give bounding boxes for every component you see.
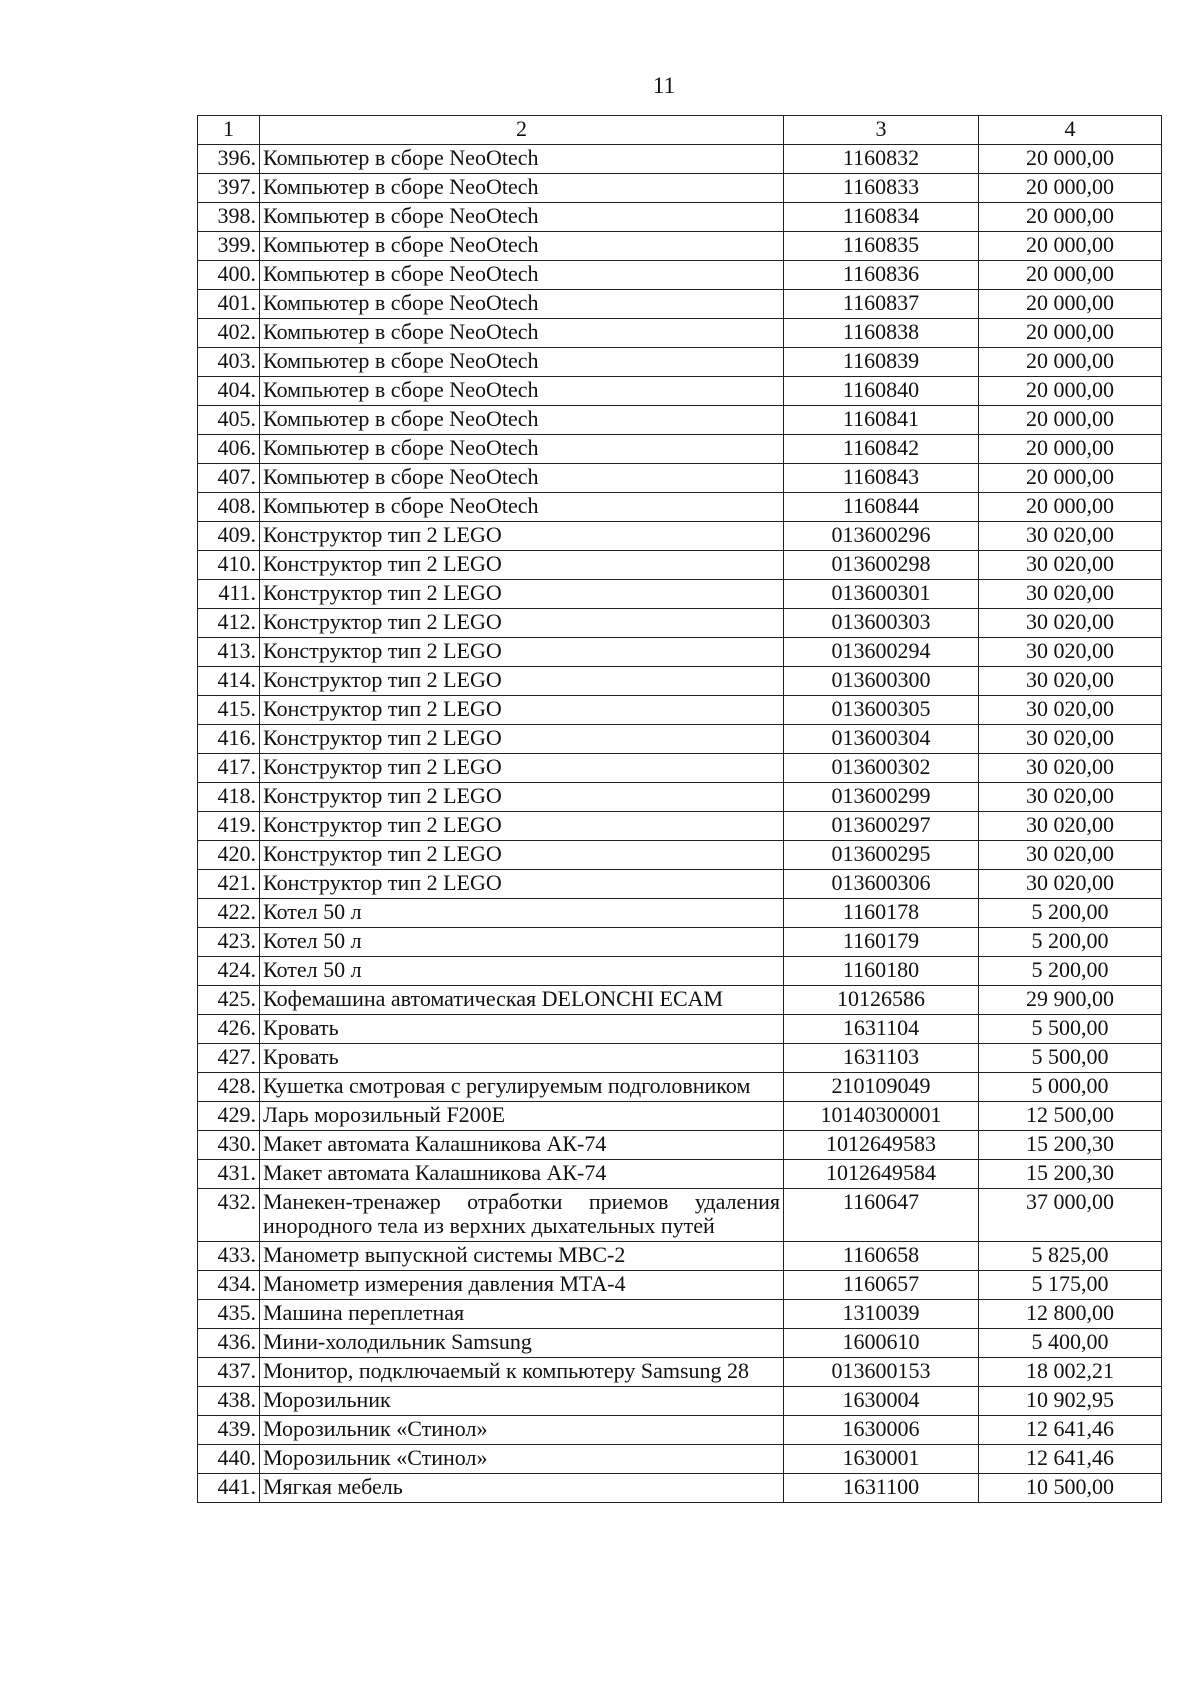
price-cell: 30 020,00 (979, 667, 1162, 696)
table-row (198, 812, 1162, 841)
table-row (198, 435, 1162, 464)
table-row (198, 870, 1162, 899)
price-cell: 12 641,46 (979, 1445, 1162, 1474)
table-row (198, 1416, 1162, 1445)
price-cell: 30 020,00 (979, 725, 1162, 754)
inventory-code-cell: 1012649583 (784, 1131, 979, 1160)
table-row (198, 1242, 1162, 1271)
price-cell: 5 175,00 (979, 1271, 1162, 1300)
inventory-code-cell: 013600298 (784, 551, 979, 580)
inventory-code-cell: 1160657 (784, 1271, 979, 1300)
inventory-code-cell: 1160647 (784, 1189, 979, 1242)
inventory-code-cell: 013600295 (784, 841, 979, 870)
row-number-cell: 398. (198, 203, 260, 232)
inventory-code-cell: 1160837 (784, 290, 979, 319)
inventory-code-cell: 210109049 (784, 1073, 979, 1102)
item-name-cell: Макет автомата Калашникова АК-74 (260, 1160, 784, 1189)
table-row (198, 145, 1162, 174)
item-name-cell: Конструктор тип 2 LEGO (260, 812, 784, 841)
table-row (198, 232, 1162, 261)
price-cell: 5 500,00 (979, 1015, 1162, 1044)
item-name-cell: Морозильник «Стинол» (260, 1416, 784, 1445)
price-cell: 20 000,00 (979, 145, 1162, 174)
price-cell: 20 000,00 (979, 406, 1162, 435)
table-row (198, 348, 1162, 377)
row-number-cell: 425. (198, 986, 260, 1015)
table-row (198, 1387, 1162, 1416)
item-name-cell: Кровать (260, 1044, 784, 1073)
table-row (198, 1358, 1162, 1387)
table-row (198, 1073, 1162, 1102)
inventory-code-cell: 013600302 (784, 754, 979, 783)
row-number-cell: 436. (198, 1329, 260, 1358)
inventory-code-cell: 1160832 (784, 145, 979, 174)
table-header (198, 116, 1162, 145)
item-name-cell: Компьютер в сборе NeoOtech (260, 406, 784, 435)
row-number-cell: 410. (198, 551, 260, 580)
inventory-code-cell: 1160841 (784, 406, 979, 435)
table-row (198, 1445, 1162, 1474)
item-name-cell: Компьютер в сборе NeoOtech (260, 145, 784, 174)
price-cell: 5 825,00 (979, 1242, 1162, 1271)
row-number-cell: 434. (198, 1271, 260, 1300)
item-name-cell: Конструктор тип 2 LEGO (260, 783, 784, 812)
item-name-cell: Конструктор тип 2 LEGO (260, 667, 784, 696)
item-name-cell: Монитор, подключаемый к компьютеру Samsung 28 (260, 1358, 784, 1387)
table-row (198, 638, 1162, 667)
table-row (198, 1189, 1162, 1242)
row-number-cell: 418. (198, 783, 260, 812)
row-number-cell: 437. (198, 1358, 260, 1387)
inventory-code-cell: 1310039 (784, 1300, 979, 1329)
inventory-code-cell: 1160839 (784, 348, 979, 377)
row-number-cell: 407. (198, 464, 260, 493)
table-row (198, 841, 1162, 870)
row-number-cell: 428. (198, 1073, 260, 1102)
price-cell: 15 200,30 (979, 1160, 1162, 1189)
row-number-cell: 413. (198, 638, 260, 667)
table-row (198, 986, 1162, 1015)
price-cell: 30 020,00 (979, 522, 1162, 551)
item-name-cell: Котел 50 л (260, 928, 784, 957)
row-number-cell: 421. (198, 870, 260, 899)
inventory-code-cell: 013600300 (784, 667, 979, 696)
inventory-code-cell: 013600304 (784, 725, 979, 754)
row-number-cell: 401. (198, 290, 260, 319)
inventory-code-cell: 1160844 (784, 493, 979, 522)
inventory-code-cell: 1631100 (784, 1474, 979, 1503)
row-number-cell: 427. (198, 1044, 260, 1073)
table-row (198, 319, 1162, 348)
table-row (198, 522, 1162, 551)
item-name-cell: Кушетка смотровая с регулируемым подголовником (260, 1073, 784, 1102)
price-cell: 29 900,00 (979, 986, 1162, 1015)
inventory-code-cell: 1160836 (784, 261, 979, 290)
item-name-cell: Компьютер в сборе NeoOtech (260, 348, 784, 377)
row-number-cell: 422. (198, 899, 260, 928)
item-name-cell: Мини-холодильник Samsung (260, 1329, 784, 1358)
row-number-cell: 432. (198, 1189, 260, 1242)
inventory-code-cell: 1160179 (784, 928, 979, 957)
inventory-code-cell: 10140300001 (784, 1102, 979, 1131)
price-cell: 30 020,00 (979, 551, 1162, 580)
item-name-cell: Морозильник (260, 1387, 784, 1416)
price-cell: 30 020,00 (979, 870, 1162, 899)
price-cell: 30 020,00 (979, 754, 1162, 783)
item-name-cell: Манометр измерения давления МТА-4 (260, 1271, 784, 1300)
price-cell: 5 200,00 (979, 957, 1162, 986)
column-header-code: 3 (784, 116, 979, 145)
row-number-cell: 405. (198, 406, 260, 435)
price-cell: 20 000,00 (979, 261, 1162, 290)
row-number-cell: 439. (198, 1416, 260, 1445)
price-cell: 20 000,00 (979, 319, 1162, 348)
inventory-code-cell: 1630004 (784, 1387, 979, 1416)
item-name-cell: Конструктор тип 2 LEGO (260, 638, 784, 667)
table-row (198, 174, 1162, 203)
item-name-cell: Котел 50 л (260, 957, 784, 986)
price-cell: 10 902,95 (979, 1387, 1162, 1416)
row-number-cell: 409. (198, 522, 260, 551)
inventory-code-cell: 013600296 (784, 522, 979, 551)
row-number-cell: 424. (198, 957, 260, 986)
item-name-cell: Макет автомата Калашникова АК-74 (260, 1131, 784, 1160)
item-name-cell: Конструктор тип 2 LEGO (260, 609, 784, 638)
price-cell: 20 000,00 (979, 348, 1162, 377)
price-cell: 12 500,00 (979, 1102, 1162, 1131)
price-cell: 20 000,00 (979, 493, 1162, 522)
inventory-code-cell: 1600610 (784, 1329, 979, 1358)
column-header-number: 1 (198, 116, 260, 145)
inventory-code-cell: 1160840 (784, 377, 979, 406)
inventory-code-cell: 1160658 (784, 1242, 979, 1271)
page-number: 11 (652, 73, 676, 98)
price-cell: 12 641,46 (979, 1416, 1162, 1445)
item-name-cell: Конструктор тип 2 LEGO (260, 522, 784, 551)
price-cell: 20 000,00 (979, 232, 1162, 261)
item-name-cell: Кофемашина автоматическая DELONCHI ECAM (260, 986, 784, 1015)
item-name-cell: Компьютер в сборе NeoOtech (260, 290, 784, 319)
table-row (198, 667, 1162, 696)
item-name-cell: Компьютер в сборе NeoOtech (260, 464, 784, 493)
item-name-cell: Компьютер в сборе NeoOtech (260, 435, 784, 464)
inventory-code-cell: 013600305 (784, 696, 979, 725)
inventory-code-cell: 1160180 (784, 957, 979, 986)
row-number-cell: 431. (198, 1160, 260, 1189)
item-name-cell: Компьютер в сборе NeoOtech (260, 203, 784, 232)
price-cell: 5 500,00 (979, 1044, 1162, 1073)
table-row (198, 261, 1162, 290)
table-row (198, 377, 1162, 406)
table-row (198, 696, 1162, 725)
price-cell: 20 000,00 (979, 464, 1162, 493)
inventory-code-cell: 1160838 (784, 319, 979, 348)
price-cell: 30 020,00 (979, 696, 1162, 725)
inventory-code-cell: 10126586 (784, 986, 979, 1015)
item-name-cell: Конструктор тип 2 LEGO (260, 725, 784, 754)
row-number-cell: 416. (198, 725, 260, 754)
item-name-cell: Компьютер в сборе NeoOtech (260, 174, 784, 203)
price-cell: 30 020,00 (979, 812, 1162, 841)
price-cell: 30 020,00 (979, 580, 1162, 609)
inventory-code-cell: 013600294 (784, 638, 979, 667)
price-cell: 10 500,00 (979, 1474, 1162, 1503)
table-row (198, 464, 1162, 493)
inventory-code-cell: 1160833 (784, 174, 979, 203)
inventory-table (197, 115, 1162, 1503)
table-row (198, 551, 1162, 580)
price-cell: 30 020,00 (979, 783, 1162, 812)
item-name-cell: Конструктор тип 2 LEGO (260, 841, 784, 870)
row-number-cell: 440. (198, 1445, 260, 1474)
row-number-cell: 441. (198, 1474, 260, 1503)
item-name-cell: Конструктор тип 2 LEGO (260, 551, 784, 580)
price-cell: 20 000,00 (979, 203, 1162, 232)
price-cell: 15 200,30 (979, 1131, 1162, 1160)
table-row (198, 406, 1162, 435)
table-row (198, 1131, 1162, 1160)
price-cell: 30 020,00 (979, 841, 1162, 870)
price-cell: 12 800,00 (979, 1300, 1162, 1329)
inventory-code-cell: 013600303 (784, 609, 979, 638)
row-number-cell: 433. (198, 1242, 260, 1271)
inventory-code-cell: 013600301 (784, 580, 979, 609)
item-name-cell: Конструктор тип 2 LEGO (260, 754, 784, 783)
inventory-code-cell: 1160842 (784, 435, 979, 464)
table-row (198, 1300, 1162, 1329)
item-name-cell: Ларь морозильный F200E (260, 1102, 784, 1131)
table-row (198, 1329, 1162, 1358)
item-name-cell: Мягкая мебель (260, 1474, 784, 1503)
row-number-cell: 430. (198, 1131, 260, 1160)
row-number-cell: 420. (198, 841, 260, 870)
table-row (198, 1102, 1162, 1131)
inventory-code-cell: 1630001 (784, 1445, 979, 1474)
item-name-cell: Компьютер в сборе NeoOtech (260, 261, 784, 290)
item-name-cell: Компьютер в сборе NeoOtech (260, 493, 784, 522)
price-cell: 30 020,00 (979, 609, 1162, 638)
row-number-cell: 419. (198, 812, 260, 841)
row-number-cell: 426. (198, 1015, 260, 1044)
row-number-cell: 399. (198, 232, 260, 261)
inventory-code-cell: 1012649584 (784, 1160, 979, 1189)
price-cell: 5 400,00 (979, 1329, 1162, 1358)
price-cell: 18 002,21 (979, 1358, 1162, 1387)
table-row (198, 754, 1162, 783)
table-body (198, 145, 1162, 1503)
price-cell: 30 020,00 (979, 638, 1162, 667)
inventory-code-cell: 1631103 (784, 1044, 979, 1073)
column-header-price: 4 (979, 116, 1162, 145)
row-number-cell: 396. (198, 145, 260, 174)
item-name-cell: Котел 50 л (260, 899, 784, 928)
inventory-code-cell: 013600297 (784, 812, 979, 841)
table-row (198, 783, 1162, 812)
inventory-code-cell: 1160835 (784, 232, 979, 261)
table-row (198, 1271, 1162, 1300)
table-row (198, 899, 1162, 928)
inventory-code-cell: 1630006 (784, 1416, 979, 1445)
table-row (198, 1160, 1162, 1189)
price-cell: 5 200,00 (979, 899, 1162, 928)
row-number-cell: 414. (198, 667, 260, 696)
inventory-code-cell: 1160843 (784, 464, 979, 493)
table-row (198, 957, 1162, 986)
inventory-code-cell: 013600306 (784, 870, 979, 899)
price-cell: 20 000,00 (979, 435, 1162, 464)
item-name-cell: Кровать (260, 1015, 784, 1044)
row-number-cell: 406. (198, 435, 260, 464)
item-name-cell: Конструктор тип 2 LEGO (260, 870, 784, 899)
item-name-cell: Манометр выпускной системы МВС-2 (260, 1242, 784, 1271)
price-cell: 5 000,00 (979, 1073, 1162, 1102)
table-row (198, 609, 1162, 638)
table-row (198, 493, 1162, 522)
table-row (198, 928, 1162, 957)
price-cell: 20 000,00 (979, 377, 1162, 406)
inventory-code-cell: 1631104 (784, 1015, 979, 1044)
item-name-cell: Компьютер в сборе NeoOtech (260, 232, 784, 261)
row-number-cell: 403. (198, 348, 260, 377)
item-name-cell: Конструктор тип 2 LEGO (260, 696, 784, 725)
table-row (198, 1474, 1162, 1503)
row-number-cell: 435. (198, 1300, 260, 1329)
row-number-cell: 402. (198, 319, 260, 348)
row-number-cell: 408. (198, 493, 260, 522)
row-number-cell: 404. (198, 377, 260, 406)
inventory-code-cell: 013600153 (784, 1358, 979, 1387)
table-row (198, 203, 1162, 232)
table-row (198, 725, 1162, 754)
price-cell: 37 000,00 (979, 1189, 1162, 1242)
table-row (198, 580, 1162, 609)
price-cell: 5 200,00 (979, 928, 1162, 957)
column-header-name: 2 (260, 116, 784, 145)
price-cell: 20 000,00 (979, 174, 1162, 203)
inventory-code-cell: 1160178 (784, 899, 979, 928)
item-name-cell: Компьютер в сборе NeoOtech (260, 319, 784, 348)
item-name-cell: Манекен-тренажер отработки приемов удаления инородного тела из верхних дыхательных путей (260, 1189, 784, 1242)
item-name-cell: Машина переплетная (260, 1300, 784, 1329)
table-row (198, 1044, 1162, 1073)
row-number-cell: 438. (198, 1387, 260, 1416)
table-row (198, 290, 1162, 319)
item-name-cell: Компьютер в сборе NeoOtech (260, 377, 784, 406)
row-number-cell: 411. (198, 580, 260, 609)
row-number-cell: 400. (198, 261, 260, 290)
row-number-cell: 423. (198, 928, 260, 957)
price-cell: 20 000,00 (979, 290, 1162, 319)
row-number-cell: 397. (198, 174, 260, 203)
item-name-cell: Морозильник «Стинол» (260, 1445, 784, 1474)
header-row (198, 116, 1162, 145)
table-row (198, 1015, 1162, 1044)
inventory-code-cell: 1160834 (784, 203, 979, 232)
row-number-cell: 429. (198, 1102, 260, 1131)
row-number-cell: 417. (198, 754, 260, 783)
item-name-cell: Конструктор тип 2 LEGO (260, 580, 784, 609)
row-number-cell: 415. (198, 696, 260, 725)
row-number-cell: 412. (198, 609, 260, 638)
inventory-code-cell: 013600299 (784, 783, 979, 812)
